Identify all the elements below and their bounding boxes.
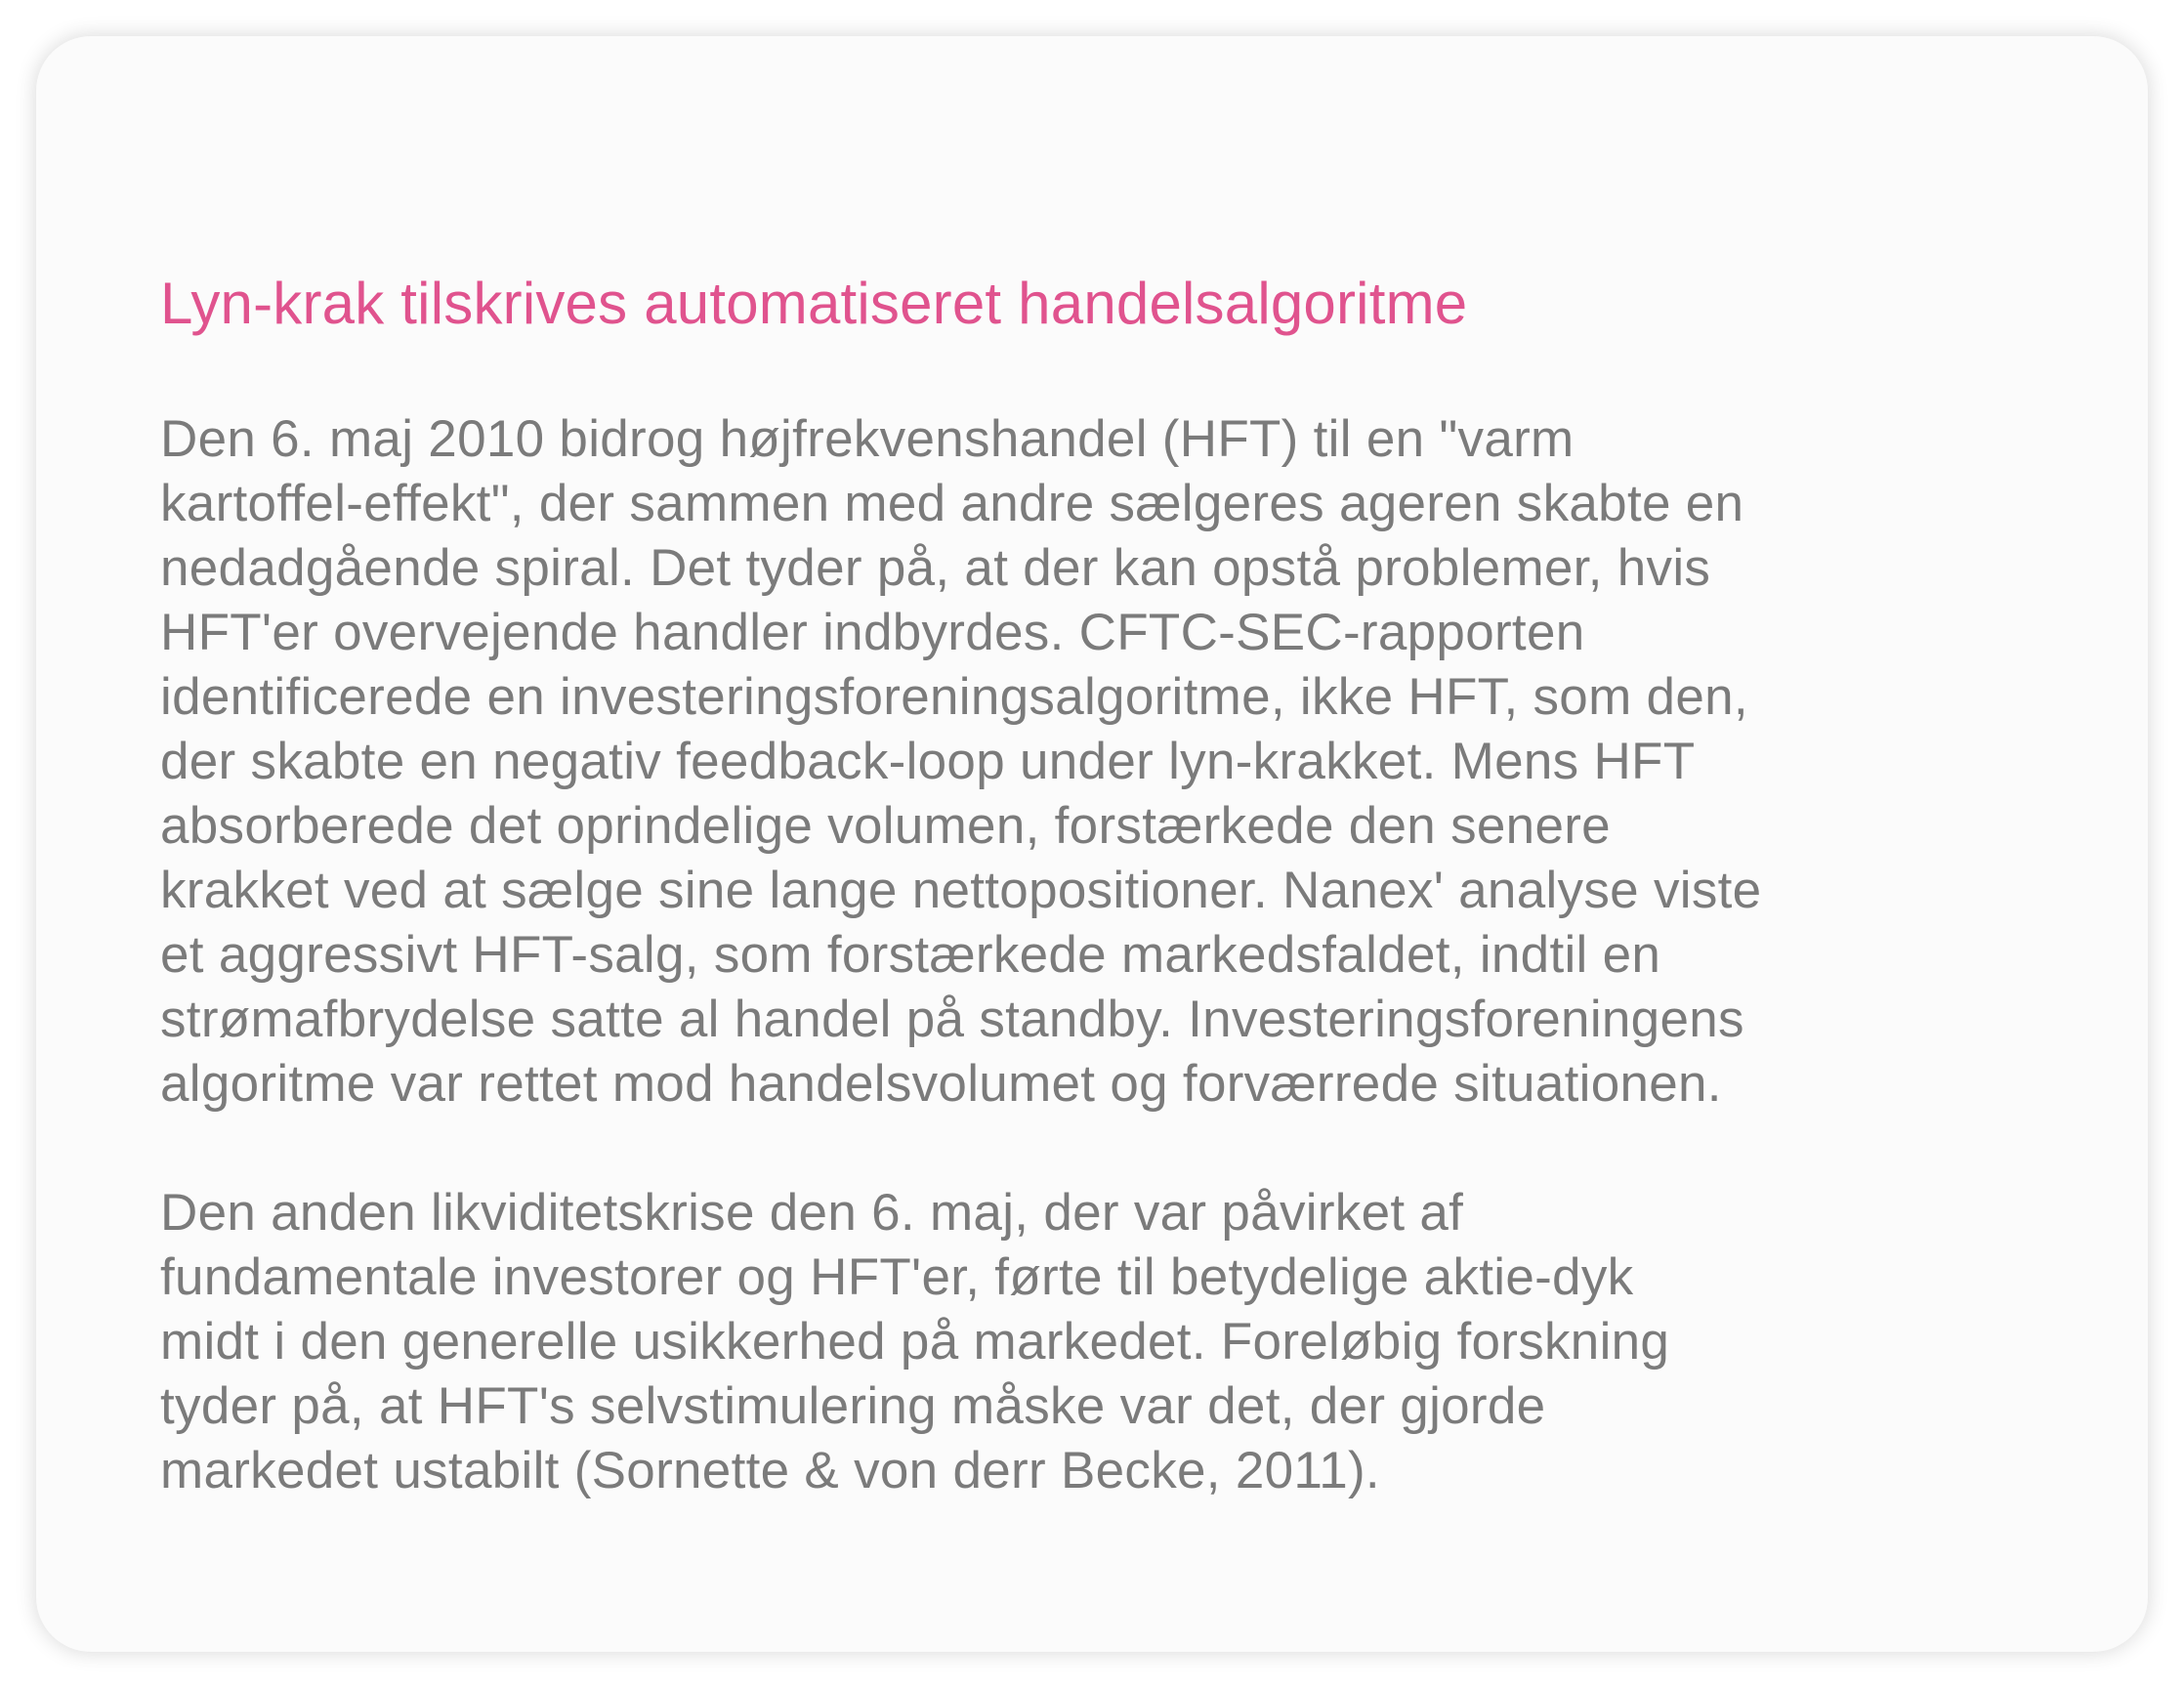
article-content: [160, 269, 2065, 1503]
article-card: [36, 36, 2148, 1652]
article-paragraph-2: Den anden likviditetskrise den 6. maj, der var påvirket af fundamentale investorer og HFT'er, førte til betydelige aktie-dyk midt i den generelle usikkerhed på markedet. Foreløbig forskning tyder på, at HFT's selvstimulering måske var det, der gjorde markedet ustabilt (Sornette & von derr Becke, 2011).: [160, 1184, 1670, 1499]
article-paragraph-1: Den 6. maj 2010 bidrog højfrekvenshandel (HFT) til en "varm kartoffel-effekt", der sammen med andre sælgeres ageren skabte en nedadgående spiral. Det tyder på, at der kan opstå problemer, hvis HFT'er overvejende handler indbyrdes. CFTC-SEC-rapporten identificerede en investeringsforeningsalgoritme, ikke HFT, som den, der skabte en negativ feedback-loop under lyn-krakket. Mens HFT absorberede det oprindelige volumen, forstærkede den senere krakket ved at sælge sine lange nettopositioner. Nanex' analyse viste et aggressivt HFT-salg, som forstærkede markedsfaldet, indtil en strømafbrydelse satte al handel på standby. Investeringsforeningens algoritme var rettet mod handelsvolumet og forværrede situationen.: [160, 410, 1762, 1113]
article-title: Lyn-krak tilskrives automatiseret handelsalgoritme: [160, 271, 1468, 336]
